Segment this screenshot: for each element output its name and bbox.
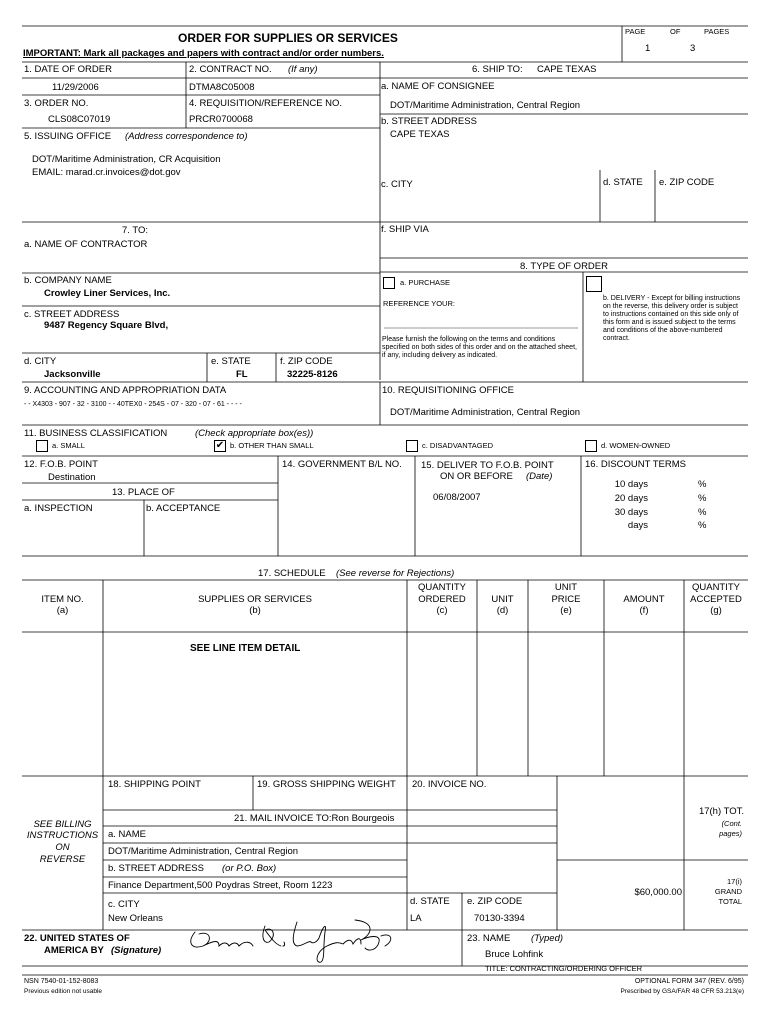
other-than-small-label: b. OTHER THAN SMALL: [230, 441, 314, 450]
usa-by-label: AMERICA BY: [44, 945, 104, 956]
deliver-date: 06/08/2007: [433, 492, 481, 503]
purchase-label: a. PURCHASE: [400, 278, 451, 287]
disadvantaged-label: c. DISADVANTAGED: [422, 441, 493, 450]
type-of-order-label: 8. TYPE OF ORDER: [520, 261, 608, 272]
invoice-no-label: 20. INVOICE NO.: [412, 779, 487, 790]
issuing-office-note: (Address correspondence to): [125, 131, 248, 142]
see-billing-line: ON: [55, 842, 70, 853]
deliver-date-note: (Date): [526, 471, 553, 482]
col-accepted-header2: ACCEPTED: [690, 594, 742, 605]
invoice-city: New Orleans: [108, 913, 163, 924]
col-qty-sub: (c): [436, 605, 448, 616]
col-price-sub: (e): [560, 605, 572, 616]
typed-name: Bruce Lohfink: [485, 949, 544, 960]
invoice-city-label: c. CITY: [108, 899, 140, 910]
date-of-order-label: 1. DATE OF ORDER: [24, 64, 112, 75]
ship-city-label: c. CITY: [381, 179, 413, 190]
col-price-header: UNIT: [554, 582, 578, 593]
business-class-note: (Check appropriate box(es)): [195, 428, 314, 439]
business-class-label: 11. BUSINESS CLASSIFICATION: [24, 428, 168, 439]
order-no-label: 3. ORDER NO.: [24, 98, 89, 109]
disadvantaged-checkbox[interactable]: [406, 440, 418, 452]
issuing-office-label: 5. ISSUING OFFICE: [24, 131, 112, 142]
invoice-street-label: b. STREET ADDRESS: [108, 863, 204, 874]
mail-invoice-label: 21. MAIL INVOICE TO:Ron Bourgeois: [234, 813, 395, 824]
requisition-no: PRCR0700068: [189, 114, 253, 125]
requisition-no-label: 4. REQUISITION/REFERENCE NO.: [189, 98, 343, 109]
discount-pct: %: [698, 520, 707, 531]
invoice-state-label: d. STATE: [410, 896, 450, 907]
to-label: 7. TO:: [122, 225, 149, 236]
col-supplies-header: SUPPLIES OR SERVICES: [198, 594, 312, 605]
gross-weight-label: 19. GROSS SHIPPING WEIGHT: [257, 779, 396, 790]
contractor-state-label: e. STATE: [211, 356, 251, 367]
col-amount-sub: (f): [639, 605, 649, 616]
invoice-street-note: (or P.O. Box): [222, 863, 277, 874]
shipping-point-label: 18. SHIPPING POINT: [108, 779, 201, 790]
acceptance-label: b. ACCEPTANCE: [146, 503, 221, 514]
contractor-state: FL: [236, 369, 248, 380]
contractor-name-label: a. NAME OF CONTRACTOR: [24, 239, 148, 250]
invoice-state: LA: [410, 913, 422, 924]
ship-street-label: b. STREET ADDRESS: [381, 116, 477, 127]
ship-to-label: 6. SHIP TO:: [472, 64, 523, 75]
discount-days: 20 days: [614, 493, 648, 504]
place-of-label: 13. PLACE OF: [112, 487, 175, 498]
page-number: 1: [645, 43, 651, 54]
ship-street: CAPE TEXAS: [390, 129, 450, 140]
discount-pct: %: [698, 493, 707, 504]
important-notice: IMPORTANT: Mark all packages and papers with contract and/or order numbers.: [23, 48, 384, 59]
small-checkbox[interactable]: [36, 440, 48, 452]
women-owned-label: d. WOMEN-OWNED: [601, 441, 671, 450]
contractor-city-label: d. CITY: [24, 356, 57, 367]
invoice-name: DOT/Maritime Administration, Central Region: [108, 846, 299, 857]
prescribed-by: Prescribed by GSA/FAR 48 CFR 53.213(e): [620, 988, 744, 995]
discount-pct: %: [698, 479, 707, 490]
invoice-name-label: a. NAME: [108, 829, 147, 840]
small-label: a. SMALL: [52, 441, 85, 450]
consignee-label: a. NAME OF CONSIGNEE: [381, 81, 495, 92]
typed-name-label: 23. NAME: [467, 933, 511, 944]
grand-label: GRAND: [714, 887, 742, 896]
grand-total: $60,000.00: [634, 887, 682, 898]
signature-image: [185, 912, 400, 968]
furnish-text: Please furnish the following on the terms and conditions specified on both sides of this order and on the attached sheet, if any, including delivery as indicated.: [382, 336, 577, 360]
col-unit-sub: (d): [496, 605, 509, 616]
contractor-zip: 32225-8126: [287, 369, 338, 380]
discount-terms-label: 16. DISCOUNT TERMS: [585, 459, 687, 470]
previous-edition: Previous edition not usable: [24, 988, 103, 995]
reference-label: REFERENCE YOUR:: [383, 299, 455, 308]
contractor-zip-label: f. ZIP CODE: [280, 356, 333, 367]
company-name: Crowley Liner Services, Inc.: [44, 288, 171, 299]
accounting-label: 9. ACCOUNTING AND APPROPRIATION DATA: [24, 385, 227, 396]
other-than-small-checkbox[interactable]: ✔: [215, 440, 225, 451]
deliver-label: 15. DELIVER TO F.O.B. POINT: [421, 460, 554, 471]
issuing-office-email: EMAIL: marad.cr.invoices@dot.gov: [32, 167, 181, 178]
accounting-data: - - X4303 - 907 - 32 - 3100 - - 40TEX0 - 254S - 07 - 320 - 07 - 61 - - - -: [24, 401, 242, 408]
invoice-zip: 70130-3394: [474, 913, 525, 924]
total-label-2: TOTAL: [718, 897, 742, 906]
contract-no: DTMA8C05008: [189, 82, 255, 93]
typed-note: (Typed): [531, 933, 564, 944]
fob-label: 12. F.O.B. POINT: [24, 459, 98, 470]
deliver-on-or-before: ON OR BEFORE: [440, 471, 513, 482]
ship-state-label: d. STATE: [603, 177, 643, 188]
total-label: 17(h) TOT.: [698, 806, 744, 817]
total-cont-pages: pages): [719, 829, 742, 838]
ship-to-value: CAPE TEXAS: [537, 64, 597, 75]
officer-title: TITLE: CONTRACTING/ORDERING OFFICER: [485, 964, 643, 973]
usa-label: 22. UNITED STATES OF: [24, 933, 130, 944]
optional-form: OPTIONAL FORM 347 (REV. 6/95): [634, 978, 744, 985]
col-unit-header: UNIT: [491, 594, 514, 605]
contractor-city: Jacksonville: [44, 369, 101, 380]
consignee: DOT/Maritime Administration, Central Region: [390, 100, 581, 111]
delivery-text: b. DELIVERY - Except for billing instructions on the reverse, this delivery order is subject to instructions contained on this side only of this form and is issued subject to the terms and conditions of the above-numbered contract.: [603, 295, 741, 343]
see-billing-line: INSTRUCTIONS: [26, 830, 99, 841]
see-billing-line: SEE BILLING: [33, 819, 92, 830]
col-item-header: ITEM NO.: [41, 594, 84, 605]
col-item-sub: (a): [56, 605, 69, 616]
delivery-checkbox[interactable]: [586, 276, 602, 292]
contract-no-label: 2. CONTRACT NO.: [189, 64, 272, 75]
of-label: OF: [670, 27, 681, 36]
schedule-note: (See reverse for Rejections): [336, 568, 455, 579]
discount-days: 30 days: [614, 507, 648, 518]
signature-note: (Signature): [111, 945, 162, 956]
col-accepted-header: QUANTITY: [691, 582, 741, 593]
gov-bl-label: 14. GOVERNMENT B/L NO.: [282, 459, 402, 470]
col-supplies-sub: (b): [249, 605, 261, 616]
issuing-office-line1: DOT/Maritime Administration, CR Acquisition: [32, 154, 221, 165]
nsn-number: NSN 7540-01-152-8083: [24, 978, 99, 985]
line-item-detail: SEE LINE ITEM DETAIL: [190, 643, 301, 654]
col-accepted-sub: (g): [710, 605, 722, 616]
col-qty-header: QUANTITY: [417, 582, 467, 593]
grand-total-num: 17(i): [726, 877, 742, 886]
contract-ifany-note: (If any): [288, 64, 318, 75]
col-amount-header: AMOUNT: [623, 594, 665, 605]
form-title: ORDER FOR SUPPLIES OR SERVICES: [178, 31, 398, 45]
women-owned-checkbox[interactable]: [585, 440, 597, 452]
purchase-checkbox[interactable]: [383, 277, 395, 289]
order-no: CLS08C07019: [48, 114, 111, 125]
page-count: 3: [690, 43, 696, 54]
schedule-label: 17. SCHEDULE: [258, 568, 326, 579]
company-name-label: b. COMPANY NAME: [24, 275, 112, 286]
contractor-street-label: c. STREET ADDRESS: [24, 309, 120, 320]
pages-label: PAGES: [704, 27, 730, 36]
invoice-zip-label: e. ZIP CODE: [467, 896, 523, 907]
total-cont: (Cont.: [721, 819, 742, 828]
invoice-street: Finance Department,500 Poydras Street, Room 1223: [108, 880, 333, 891]
ship-zip-label: e. ZIP CODE: [659, 177, 715, 188]
col-qty-header2: ORDERED: [418, 594, 466, 605]
see-billing-line: REVERSE: [39, 854, 86, 865]
col-price-header2: PRICE: [551, 594, 581, 605]
date-of-order: 11/29/2006: [52, 82, 99, 93]
inspection-label: a. INSPECTION: [24, 503, 93, 514]
ship-via-label: f. SHIP VIA: [381, 224, 429, 235]
requisitioning-label: 10. REQUISITIONING OFFICE: [382, 385, 514, 396]
discount-pct: %: [698, 507, 707, 518]
page-label: PAGE: [625, 27, 646, 36]
discount-days: days: [627, 520, 648, 531]
discount-days: 10 days: [614, 479, 648, 490]
fob-value: Destination: [48, 472, 96, 483]
contractor-street: 9487 Regency Square Blvd,: [44, 320, 169, 331]
requisitioning-office: DOT/Maritime Administration, Central Region: [390, 407, 581, 418]
